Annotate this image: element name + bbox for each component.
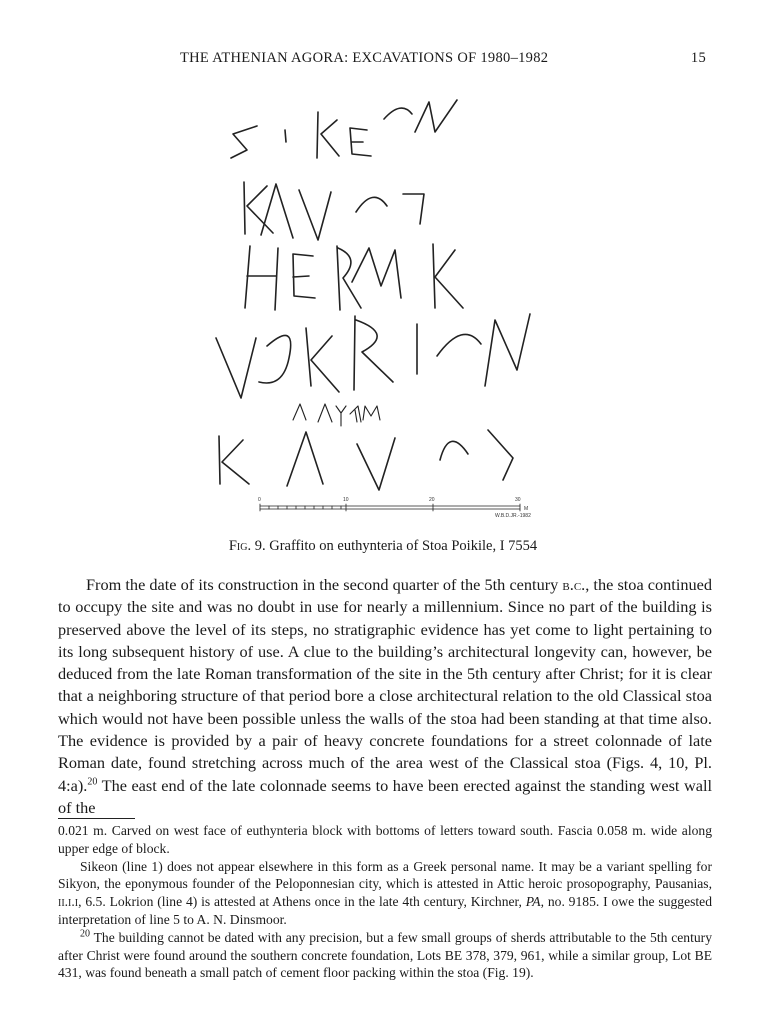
footnote-text-run: , no. 9185. I owe the suggested interpretation of line 5 to A. N. Dinsmoor. — [58, 894, 712, 927]
footnote-20 — [58, 929, 712, 982]
body-text-run: From the date of its construction in the second quarter of the 5th century — [86, 575, 563, 594]
running-head — [0, 50, 766, 70]
footnote-text-run: The building cannot be dated with any precision, but a few small groups of sherds attributable to the 5th century after Christ were found around the southern concrete foundation, Lots BE 378, 379, 961, while a similar group, Lot BE 431, was found beneath a small patch of cement floor packing within the stoa (Fig. 19). — [58, 929, 712, 981]
drawing-credit: W.B.D.JR.-1982 — [495, 513, 531, 519]
graffito-line-4 — [216, 314, 530, 398]
footnote-text-run: , 6.5. Lokrion (line 4) is attested at Athens once in the late 4th century, Kirchner, — [78, 894, 526, 910]
footnote-sikeon — [58, 858, 712, 929]
era-abbreviation: b.c. — [562, 575, 586, 594]
body-paragraph — [58, 574, 712, 819]
graffito-line-5-small — [293, 404, 380, 426]
footnote-citation-italic: PA — [525, 894, 541, 910]
running-title: THE ATHENIAN AGORA: EXCAVATIONS OF 1980–1982 — [180, 50, 549, 66]
footnote-rule — [58, 818, 135, 819]
footnote-text-run: Sikeon (line 1) does not appear elsewhere in this form as a Greek personal name. It may be a variant spelling for Sikyon, the eponymous founder of the Peloponnesian city, which is attested in Attic heroic prosopography, Pausanias, — [58, 858, 712, 892]
footnote-continuation: 0.021 m. Carved on west face of euthynteria block with bottoms of letters toward south. Fascia 0.058 m. wide along upper edge of block. — [58, 823, 712, 856]
graffito-line-2 — [244, 182, 424, 240]
graffito-line-1 — [231, 100, 457, 158]
scale-label-10: 10 — [343, 497, 349, 503]
body-text-run: , the stoa continued to occupy the site and was no doubt in use for nearly a millennium. Since no part of the building is preserved above the level of its steps, no stratigraphic evidence has yet come to light pertaining to its long subsequent history of use. A clue to the building’s architectural longevity can, however, be deduced from the late Roman transformation of the site in the 5th century after Christ; for it is clear that a neighboring structure of that period bore a close architectural relation to the old Classical stoa which would not have been possible unless the walls of the stoa had been standing at that time also. The evidence is provided by a pair of heavy concrete foundations for a street colonnade of late Roman date, found stretching across much of the area west of the Classical stoa (Figs. 4, 10, Pl. 4:a). — [58, 575, 712, 795]
footnotes — [58, 822, 712, 982]
scale-label-20: 20 — [429, 497, 435, 503]
scale-bar — [258, 497, 531, 519]
figure-caption-text: Graffito on euthynteria of Stoa Poikile, I 7554 — [265, 538, 538, 554]
scale-label-30: 30 — [515, 497, 521, 503]
figure-caption — [0, 538, 766, 555]
figure-label: Fig. 9. — [228, 538, 266, 554]
graffito-drawing — [205, 88, 535, 520]
scale-label-0: 0 — [258, 497, 261, 503]
body-text-run: The east end of the late colonnade seems to have been erected against the standing west wall of the — [58, 775, 712, 817]
scale-unit: M — [524, 506, 529, 512]
footnote-citation: ii.i.i — [58, 894, 79, 910]
graffito-line-3 — [245, 244, 463, 310]
graffito-line-6 — [219, 430, 513, 490]
body-text — [58, 574, 712, 819]
page-number: 15 — [690, 50, 706, 66]
footnote-number: 20 — [80, 928, 90, 940]
footnote-ref-20: 20 — [87, 776, 98, 788]
